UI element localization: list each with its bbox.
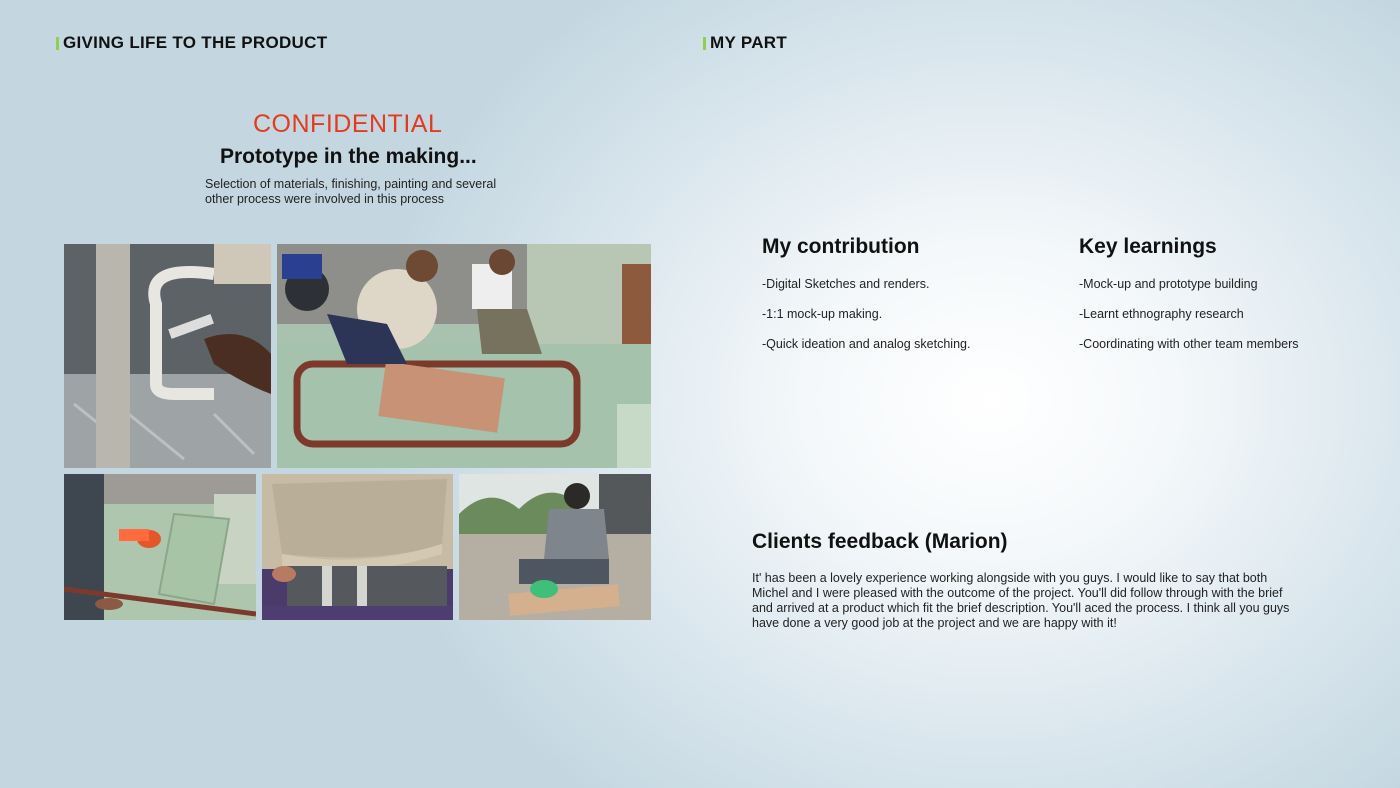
list-item: -Digital Sketches and renders. (762, 277, 930, 291)
accent-bar (703, 37, 706, 50)
learnings-list (1079, 276, 1299, 366)
list-item: -1:1 mock-up making. (762, 307, 883, 321)
feedback-text: It' has been a lovely experience working alongside with you guys. I would like to say that both Michel and I were pleased with the outcome of the project. You'll did follow through with the brief and arrived at a product which fit the brief description. You'll aced the process. I think all you guys have done a very good job at the project and we are happy with it! (752, 571, 1290, 630)
photo-outdoor-cutting (459, 474, 651, 620)
photo-assembling-frame (277, 244, 651, 468)
learnings-heading: Key learnings (1079, 235, 1217, 258)
confidential-label: CONFIDENTIAL (253, 110, 443, 138)
contribution-list (762, 276, 970, 366)
prototype-heading: Prototype in the making... (220, 145, 477, 168)
section-title-text: GIVING LIFE TO THE PRODUCT (63, 33, 328, 52)
section-title-my-part (703, 33, 787, 53)
list-item: -Coordinating with other team members (1079, 337, 1299, 351)
list-item: -Quick ideation and analog sketching. (762, 337, 971, 351)
photo-fabric-swatches (262, 474, 453, 620)
photo-cutting-board (64, 474, 256, 620)
list-item: -Mock-up and prototype building (1079, 277, 1258, 291)
section-title-giving-life (56, 33, 327, 53)
photo-painting-frame (64, 244, 271, 468)
section-title-text: MY PART (710, 33, 788, 52)
feedback-heading: Clients feedback (Marion) (752, 530, 1008, 553)
prototype-description: Selection of materials, finishing, painting and several other process were involved in this process (205, 177, 497, 206)
accent-bar (56, 37, 59, 50)
contribution-heading: My contribution (762, 235, 920, 258)
list-item: -Learnt ethnography research (1079, 307, 1244, 321)
